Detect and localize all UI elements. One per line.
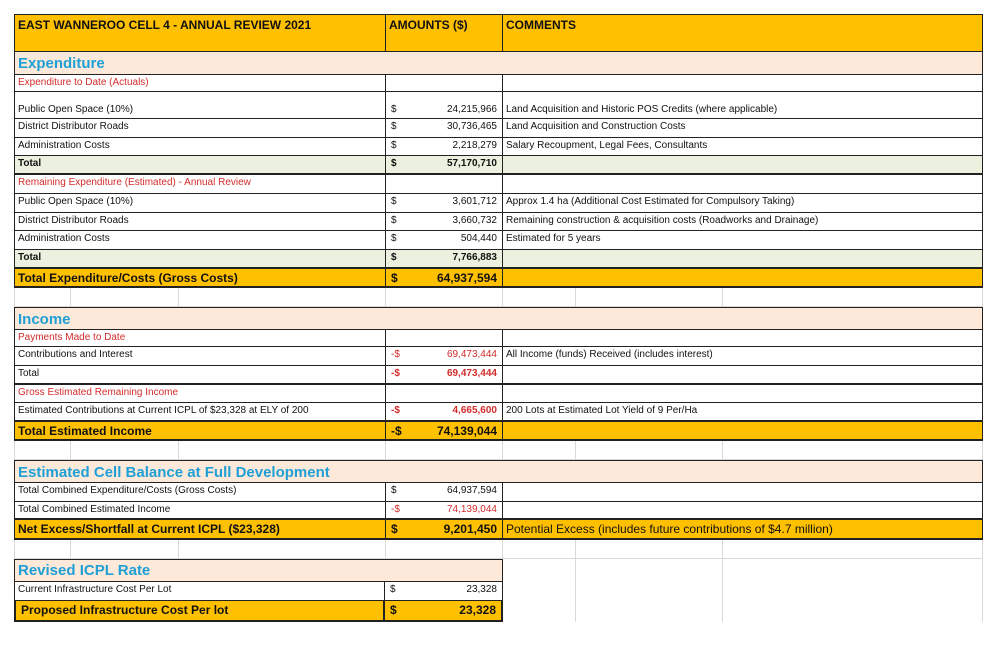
row-label[interactable]: Total Expenditure/Costs (Gross Costs): [15, 269, 386, 286]
amount-value: 74,139,044: [436, 424, 497, 438]
currency-symbol: -$: [391, 368, 400, 379]
sheet-title[interactable]: EAST WANNEROO CELL 4 - ANNUAL REVIEW 2021: [15, 15, 386, 51]
amount-value: 69,473,444: [446, 368, 497, 379]
empty-cell[interactable]: [386, 92, 503, 102]
currency-symbol: $: [391, 196, 397, 207]
icpl-heading-row: [14, 559, 983, 582]
income-total-row: [14, 422, 983, 441]
empty-cell[interactable]: [386, 330, 503, 346]
amount-value: 3,601,712: [452, 196, 497, 207]
total-row: [14, 250, 983, 269]
empty-cell[interactable]: [503, 330, 984, 346]
table-row: [14, 502, 983, 520]
comment-cell[interactable]: Estimated for 5 years: [506, 233, 601, 244]
table-row: [14, 102, 983, 119]
empty-cell[interactable]: [503, 502, 984, 518]
amount-value: 23,328: [466, 584, 497, 595]
table-row: [14, 582, 983, 601]
amount-cell[interactable]: [386, 102, 503, 118]
currency-symbol: $: [391, 215, 397, 226]
amount-value: 23,328: [459, 603, 496, 617]
amount-cell[interactable]: [386, 194, 503, 212]
net-row: [14, 520, 983, 540]
proposed-row: [14, 601, 983, 622]
spacer-row: [14, 288, 983, 307]
balance-heading-row: [14, 460, 983, 483]
empty-cell[interactable]: [503, 250, 984, 267]
table-row: [14, 138, 983, 156]
amount-cell[interactable]: [386, 250, 503, 267]
income-heading[interactable]: Income: [18, 311, 71, 328]
row-label[interactable]: District Distributor Roads: [15, 119, 386, 137]
amount-cell[interactable]: [385, 601, 503, 622]
empty-cell[interactable]: [503, 483, 984, 501]
amount-value: 3,660,732: [452, 215, 497, 226]
amount-value: 64,937,594: [446, 485, 497, 496]
row-label[interactable]: Total Combined Estimated Income: [15, 502, 386, 518]
row-label[interactable]: Estimated Contributions at Current ICPL of $23,328 at ELY of 200: [15, 403, 386, 420]
comment-cell[interactable]: Salary Recoupment, Legal Fees, Consultants: [506, 140, 708, 151]
table-row: [14, 483, 983, 502]
income-heading-row: [14, 307, 983, 330]
spacer-row: [14, 441, 983, 460]
amount-cell[interactable]: [386, 422, 503, 439]
amount-cell[interactable]: [386, 119, 503, 137]
empty-cell[interactable]: [386, 385, 503, 402]
remaining-label[interactable]: Remaining Expenditure (Estimated) - Annual Review: [15, 175, 386, 193]
currency-symbol: -$: [391, 405, 400, 416]
row-label[interactable]: Total Estimated Income: [15, 422, 386, 439]
amount-cell[interactable]: [386, 231, 503, 249]
grand-total-row: [14, 269, 983, 288]
currency-symbol: -$: [391, 424, 402, 438]
table-row: [14, 347, 983, 366]
empty-cell[interactable]: [15, 92, 386, 102]
amount-value: 7,766,883: [452, 252, 497, 263]
amount-cell[interactable]: [385, 582, 503, 601]
table-row: [14, 119, 983, 138]
currency-symbol: $: [391, 121, 397, 132]
icpl-heading[interactable]: Revised ICPL Rate: [14, 559, 503, 582]
empty-cell[interactable]: [503, 385, 984, 402]
remaining-label-row: [14, 175, 983, 194]
payments-label[interactable]: Payments Made to Date: [15, 330, 386, 346]
table-row: [14, 231, 983, 250]
amount-value: 57,170,710: [446, 158, 497, 169]
amount-value: 30,736,465: [446, 121, 497, 132]
empty-cell[interactable]: [503, 366, 984, 383]
header-row: [14, 14, 983, 52]
comment-cell[interactable]: Remaining construction & acquisition costs (Roadworks and Drainage): [506, 215, 819, 226]
row-label[interactable]: Proposed Infrastructure Cost Per lot: [14, 601, 385, 622]
amount-value: 24,215,966: [446, 104, 497, 115]
expenditure-heading-row: [14, 52, 983, 75]
table-row: [14, 213, 983, 231]
total-row: [14, 156, 983, 175]
row-label[interactable]: Total: [15, 366, 386, 383]
amount-value: 4,665,600: [452, 405, 497, 416]
comments-header[interactable]: COMMENTS: [506, 18, 576, 32]
amount-cell[interactable]: [386, 502, 503, 518]
currency-symbol: $: [391, 140, 397, 151]
spacer-row: [14, 92, 983, 102]
currency-symbol: $: [391, 522, 398, 536]
empty-cell[interactable]: [386, 175, 503, 193]
currency-symbol: $: [391, 158, 397, 169]
empty-cell[interactable]: [386, 75, 503, 91]
total-row: [14, 366, 983, 385]
amount-cell[interactable]: [386, 213, 503, 230]
amount-cell[interactable]: [386, 403, 503, 420]
empty-cell[interactable]: [503, 156, 984, 173]
comment-cell[interactable]: 200 Lots at Estimated Lot Yield of 9 Per/Ha: [506, 405, 698, 416]
expenditure-to-date-label-row: [14, 75, 983, 92]
currency-symbol: $: [391, 485, 397, 496]
amount-cell[interactable]: [386, 269, 503, 286]
expenditure-heading[interactable]: Expenditure: [18, 55, 105, 72]
row-label[interactable]: Administration Costs: [15, 231, 386, 249]
table-row: [14, 194, 983, 213]
currency-symbol: $: [391, 104, 397, 115]
amount-cell[interactable]: [386, 156, 503, 173]
amount-cell[interactable]: [386, 347, 503, 365]
payments-label-row: [14, 330, 983, 347]
currency-symbol: -$: [391, 349, 400, 360]
row-label[interactable]: Total: [15, 250, 386, 267]
currency-symbol: $: [391, 252, 397, 263]
amount-cell[interactable]: [386, 366, 503, 383]
comment-cell[interactable]: Approx 1.4 ha (Additional Cost Estimated for Compulsory Taking): [506, 196, 795, 207]
currency-symbol: $: [390, 584, 396, 595]
amounts-header[interactable]: AMOUNTS ($): [386, 15, 503, 51]
row-label[interactable]: Administration Costs: [15, 138, 386, 155]
amount-cell[interactable]: [386, 483, 503, 501]
empty-cell[interactable]: [503, 269, 984, 286]
comment-cell[interactable]: All Income (funds) Received (includes interest): [506, 349, 713, 360]
currency-symbol: -$: [391, 504, 400, 515]
review-spreadsheet: [14, 14, 983, 622]
amount-value: 2,218,279: [452, 140, 497, 151]
empty-cell[interactable]: [503, 422, 984, 439]
gross-label[interactable]: Gross Estimated Remaining Income: [15, 385, 386, 402]
amount-value: 504,440: [460, 233, 497, 244]
empty-cell[interactable]: [503, 175, 984, 193]
amount-value: 69,473,444: [446, 349, 497, 360]
comment-cell[interactable]: Potential Excess (includes future contributions of $4.7 million): [506, 522, 833, 536]
table-row: [14, 403, 983, 422]
spacer-row: [14, 540, 983, 559]
expenditure-to-date-label[interactable]: Expenditure to Date (Actuals): [15, 75, 386, 91]
row-label[interactable]: Current Infrastructure Cost Per Lot: [14, 582, 385, 601]
amount-value: 9,201,450: [443, 522, 497, 536]
comment-cell[interactable]: Land Acquisition and Historic POS Credits (where applicable): [506, 104, 778, 115]
row-label[interactable]: Contributions and Interest: [15, 347, 386, 365]
balance-heading[interactable]: Estimated Cell Balance at Full Development: [18, 464, 330, 481]
row-label[interactable]: Total Combined Expenditure/Costs (Gross Costs): [15, 483, 386, 501]
amount-value: 64,937,594: [436, 271, 497, 285]
row-label[interactable]: District Distributor Roads: [15, 213, 386, 230]
row-label[interactable]: Public Open Space (10%): [15, 194, 386, 212]
amount-value: 74,139,044: [446, 504, 497, 515]
currency-symbol: $: [390, 603, 397, 617]
currency-symbol: $: [391, 233, 397, 244]
empty-cell[interactable]: [503, 75, 984, 91]
row-label[interactable]: Total: [15, 156, 386, 173]
amount-cell[interactable]: [386, 138, 503, 155]
comment-cell[interactable]: Land Acquisition and Construction Costs: [506, 121, 686, 132]
gross-label-row: [14, 385, 983, 403]
currency-symbol: $: [391, 271, 398, 285]
row-label[interactable]: Net Excess/Shortfall at Current ICPL ($23,328): [15, 520, 386, 538]
amount-cell[interactable]: [386, 520, 503, 538]
row-label[interactable]: Public Open Space (10%): [15, 102, 386, 118]
